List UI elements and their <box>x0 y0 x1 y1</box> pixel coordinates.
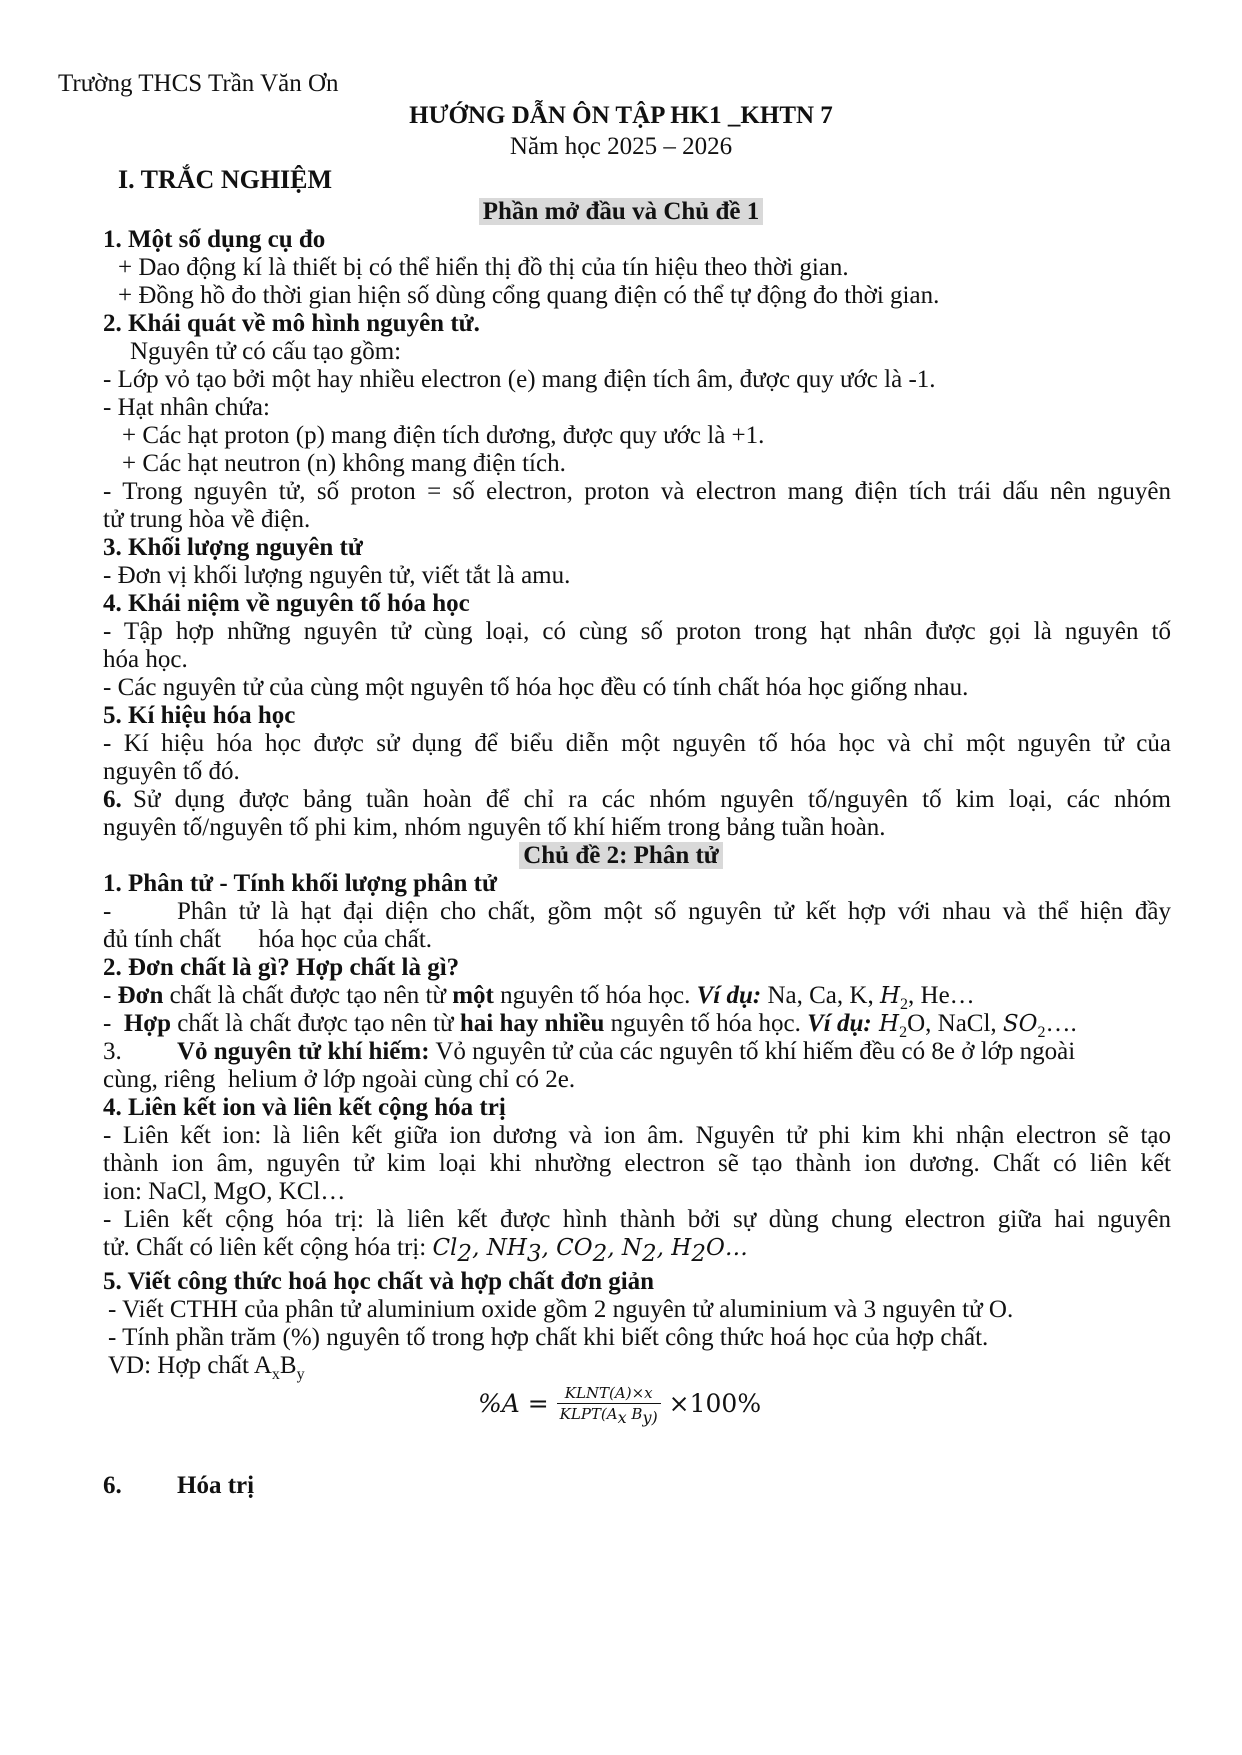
t2-b-text1: chất là chất được tạo nên từ <box>171 1010 460 1037</box>
t2-b-dash: - <box>103 1010 124 1037</box>
s5-line1b: nguyên tố đó. <box>103 758 240 785</box>
t4-title: 4. Liên kết ion và liên kết cộng hóa trị <box>103 1094 506 1121</box>
s4-line1b: hóa học. <box>103 646 188 673</box>
s2-line6b: tử trung hòa về điện. <box>103 506 311 533</box>
s3-line1: - Đơn vị khối lượng nguyên tử, viết tắt là amu. <box>103 562 571 589</box>
t3-bold-label: Vỏ nguyên tử khí hiếm: <box>177 1038 430 1065</box>
t4-covalent-text: tử. Chất có liên kết cộng hóa trị: <box>103 1234 433 1261</box>
t1-title: 1. Phân tử - Tính khối lượng phân tử <box>103 870 497 897</box>
s4-title: 4. Khái niệm về nguyên tố hóa học <box>103 590 470 617</box>
formula-den-b: B <box>626 1405 643 1423</box>
document-title: HƯỚNG DẪN ÔN TẬP HK1 _KHTN 7 <box>409 102 833 129</box>
t2-b-formula-h: H <box>871 1011 900 1037</box>
t1-dash: - <box>103 898 112 925</box>
t5-line2: - Tính phần trăm (%) nguyên tố trong hợp chất khi biết công thức hoá học của hợp chất. <box>108 1324 989 1351</box>
percent-formula <box>478 1383 761 1443</box>
t2-a-formula-h: H <box>879 983 901 1009</box>
t5-example-b: B <box>279 1352 297 1379</box>
t2-a-text1: chất là chất được tạo nên từ <box>163 982 453 1009</box>
s5-line1a: - Kí hiệu hóa học được sử dụng để biểu diễn một nguyên tố hóa học và chỉ một nguyên tử của <box>103 730 1171 757</box>
formula-den-y: y) <box>642 1408 658 1427</box>
t3-line1 <box>177 1036 1075 1067</box>
s2-line4: + Các hạt proton (p) mang điện tích dương, được quy ước là +1. <box>122 422 765 449</box>
s2-line5: + Các hạt neutron (n) không mang điện tích. <box>122 450 566 477</box>
t4-line2b: tử. Chất có liên kết cộng hóa trị: $Cl_2$, $NH_3$, $CO_2$, $N_2$, $H_2O\dots$ <box>103 1234 748 1267</box>
t2-title: 2. Đơn chất là gì? Hợp chất là gì? <box>103 954 460 981</box>
t6-number: 6. <box>103 1472 122 1499</box>
formula-fraction <box>557 1383 661 1427</box>
s4-line2: - Các nguyên tử của cùng một nguyên tố hóa học đều có tính chất hóa học giống nhau. <box>103 674 969 701</box>
t1-line1a: Phân tử là hạt đại diện cho chất, gồm một số nguyên tử kết hợp với nhau và thể hiện đầy <box>177 898 1171 925</box>
formula-numerator: KLNT(A)×x <box>557 1383 661 1404</box>
t4-line1a: - Liên kết ion: là liên kết giữa ion dương và ion âm. Nguyên tử phi kim khi nhận electron sẽ tạo <box>103 1122 1171 1149</box>
t2-b-formula-h-sub: 2 <box>899 1024 908 1041</box>
formula-cl-sub: 2 <box>457 1241 473 1267</box>
s2-line2: - Lớp vỏ tạo bởi một hay nhiều electron (e) mang điện tích âm, được quy ước là -1. <box>103 366 936 393</box>
formula-nh-sub: 3 <box>526 1241 542 1267</box>
s2-line6a: - Trong nguyên tử, số proton = số electron, proton và electron mang điện tích trái dấu nên nguyên <box>103 478 1171 505</box>
t2-b-text2: nguyên tố hóa học. <box>604 1010 808 1037</box>
t2-b-bold-hai-hay-nhieu: hai hay nhiều <box>459 1010 605 1037</box>
part1-heading-text: Phần mở đầu và Chủ đề 1 <box>479 198 763 225</box>
school-year: Năm học 2025 – 2026 <box>509 133 733 160</box>
t5-example-text: VD: Hợp chất A <box>108 1352 272 1379</box>
part2-heading-text: Chủ đề 2: Phân tử <box>519 842 723 869</box>
t2-a-text2: nguyên tố hóa học. <box>493 982 697 1009</box>
t1-line1b: đủ tính chất hóa học của chất. <box>103 926 433 953</box>
formula-den-x: x <box>617 1408 627 1427</box>
s6-number: 6. <box>103 786 122 813</box>
t2-a-bold-don: Đơn <box>117 982 164 1009</box>
part2-heading <box>0 840 1242 871</box>
formula-lhs: %A = <box>478 1389 549 1418</box>
t2-a-bold-mot: một <box>452 982 494 1009</box>
formula-cl: Cl <box>432 1235 458 1261</box>
t2-a-end: , He… <box>908 982 975 1009</box>
school-name: Trường THCS Trần Văn Ơn <box>58 70 339 97</box>
t3-text: Vỏ nguyên tử của các nguyên tố khí hiếm đều có 8e ở lớp ngoài <box>429 1038 1076 1065</box>
formula-den-text: KLPT(A <box>559 1405 618 1423</box>
s2-line1: Nguyên tử có cấu tạo gồm: <box>130 338 402 365</box>
s1-line1: + Dao động kí là thiết bị có thể hiển thị đồ thị của tín hiệu theo thời gian. <box>118 254 849 281</box>
t5-title: 5. Viết công thức hoá học chất và hợp chất đơn giản <box>103 1268 655 1295</box>
formula-n-sub: 2 <box>642 1241 657 1267</box>
t2-a-formula-h-sub: 2 <box>900 996 909 1013</box>
t4-line1b: thành ion âm, nguyên tử kim loại khi nhường electron sẽ tạo thành ion dương. Chất có liên kết <box>103 1150 1171 1177</box>
formula-co-sub: 2 <box>592 1241 608 1267</box>
formula-co: CO <box>556 1235 593 1261</box>
section-title: I. TRẮC NGHIỆM <box>118 165 333 194</box>
t4-line2a: - Liên kết cộng hóa trị: là liên kết được hình thành bởi sự dùng chung electron giữa hai nguyên <box>103 1206 1171 1233</box>
t2-b-end: …. <box>1045 1010 1077 1037</box>
t2-b-formula-so: SO <box>1002 1011 1038 1037</box>
s2-line3: - Hạt nhân chứa: <box>103 394 270 421</box>
t2-b-examples: O, NaCl, <box>907 1010 1003 1037</box>
s5-title: 5. Kí hiệu hóa học <box>103 702 296 729</box>
t2-a-examples: Na, Ca, K, <box>761 982 880 1009</box>
t2-b-formula-so-sub: 2 <box>1037 1024 1046 1041</box>
t5-example-x: x <box>271 1366 280 1383</box>
s6-line1a: Sử dụng được bảng tuần hoàn để chỉ ra các nhóm nguyên tố/nguyên tố kim loại, các nhóm <box>133 786 1171 813</box>
part1-heading <box>0 196 1242 227</box>
s4-line1a: - Tập hợp những nguyên tử cùng loại, có cùng số proton trong hạt nhân được gọi là nguyên tố <box>103 618 1171 645</box>
formula-denominator <box>557 1404 661 1427</box>
t3-number: 3. <box>103 1038 122 1065</box>
s6-line1b: nguyên tố/nguyên tố phi kim, nhóm nguyên tố khí hiếm trong bảng tuần hoàn. <box>103 814 886 841</box>
t5-example <box>108 1350 305 1381</box>
s3-title: 3. Khối lượng nguyên tử <box>103 534 363 561</box>
s2-title: 2. Khái quát về mô hình nguyên tử. <box>103 310 480 337</box>
formula-rhs: ×100% <box>668 1389 762 1418</box>
t2-b-bold-hop: Hợp <box>123 1010 172 1037</box>
t5-example-y: y <box>296 1366 305 1383</box>
formula-o: O… <box>705 1235 748 1261</box>
t5-line1: - Viết CTHH của phân tử aluminium oxide gồm 2 nguyên tử aluminium và 3 nguyên tử O. <box>108 1296 1014 1323</box>
s1-title: 1. Một số dụng cụ đo <box>103 226 326 253</box>
t4-line1c: ion: NaCl, MgO, KCl… <box>103 1178 346 1205</box>
formula-nh: NH <box>486 1235 527 1261</box>
t2-a-example-label: Ví dụ: <box>696 982 762 1009</box>
t2-a-dash: - <box>103 982 118 1009</box>
t6-title: Hóa trị <box>177 1472 255 1499</box>
formula-n: N <box>621 1235 642 1261</box>
formula-h-sub: 2 <box>691 1241 706 1267</box>
s1-line2: + Đồng hồ đo thời gian hiện số dùng cổng quang điện có thể tự động đo thời gian. <box>118 282 940 309</box>
t2-b-example-label: Ví dụ: <box>807 1010 872 1037</box>
t3-line2: cùng, riêng helium ở lớp ngoài cùng chỉ có 2e. <box>103 1066 576 1093</box>
formula-h: H <box>671 1235 692 1261</box>
